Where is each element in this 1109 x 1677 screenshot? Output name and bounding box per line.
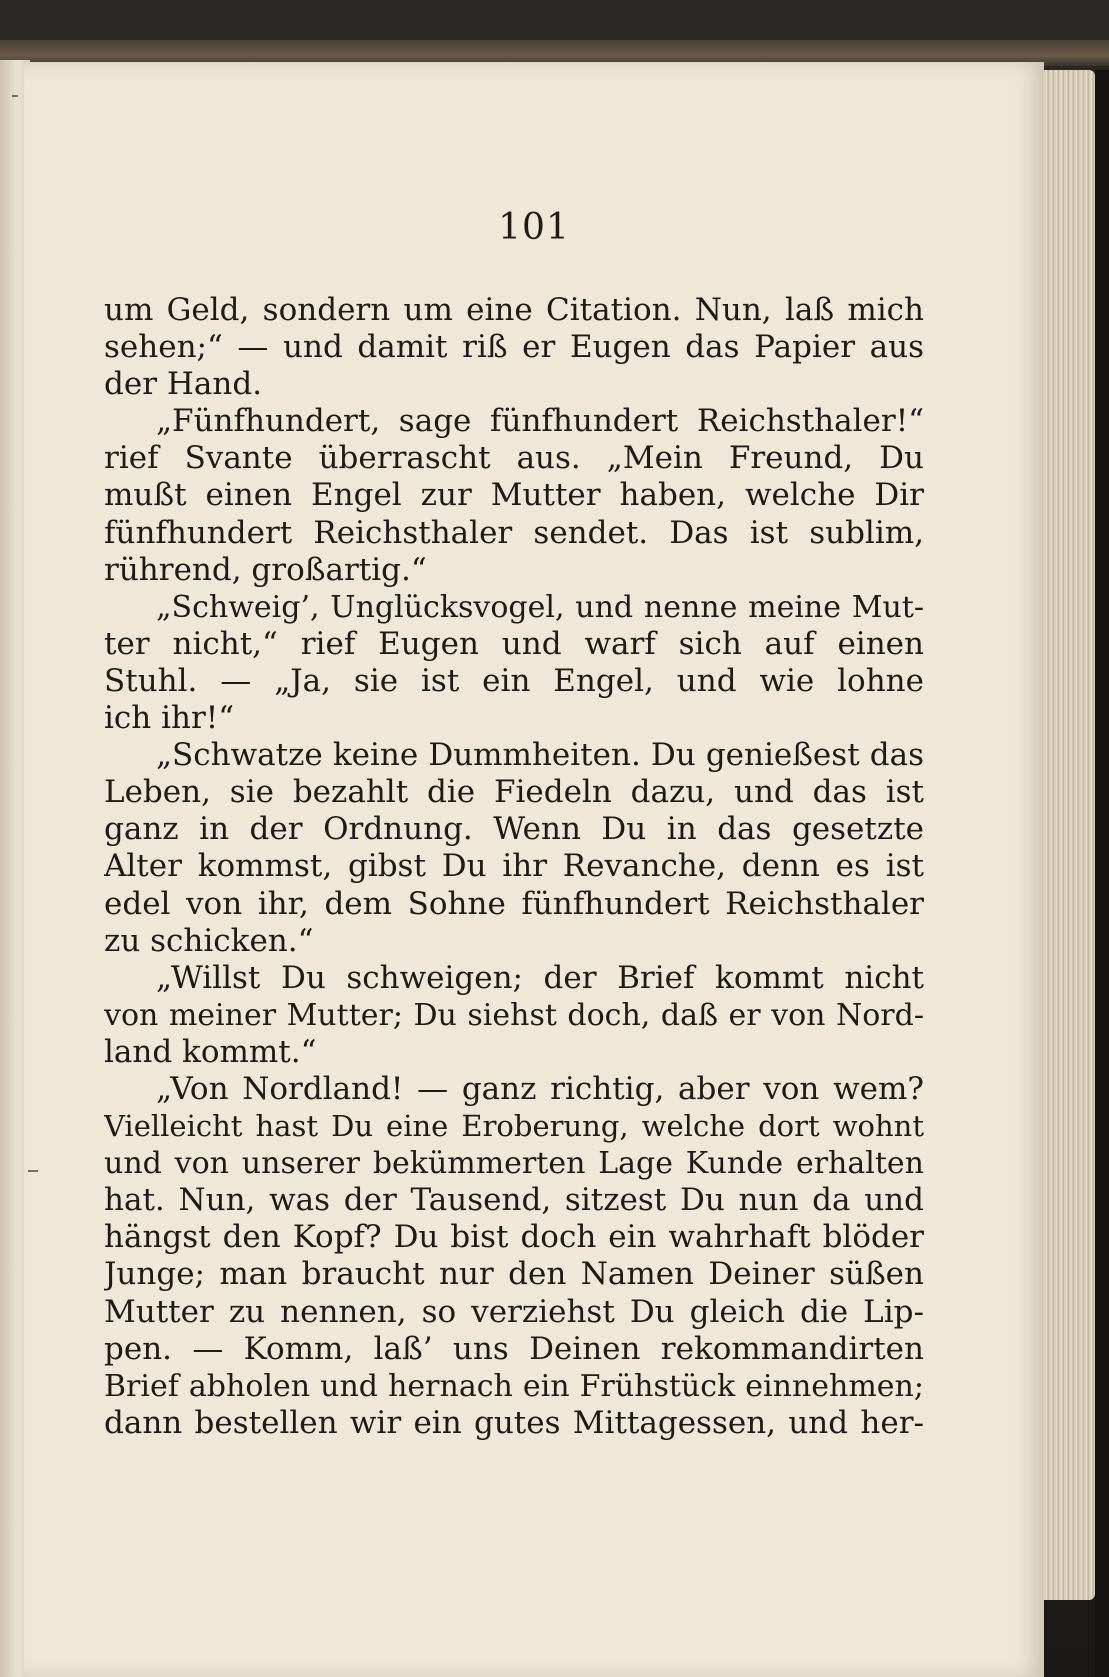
text-line: hat. Nun, was der Tausend, sitzest Du nun da und xyxy=(104,1182,924,1219)
text-line: „Willst Du schweigen; der Brief kommt nicht xyxy=(156,959,924,996)
text-line: edel von ihr, dem Sohne fünfhundert Reichsthaler xyxy=(104,885,924,922)
text-line: rief Svante überrascht aus. „Mein Freund, Du xyxy=(104,440,924,477)
text-line: ich ihr!“ xyxy=(104,700,235,737)
page-block-edges xyxy=(1035,70,1095,1600)
text-line: ganz in der Ordnung. Wenn Du in das gesetzte xyxy=(104,811,924,848)
text-line: „Schweig’, Unglücksvogel, und nenne meine Mut- xyxy=(156,589,924,625)
text-line: mußt einen Engel zur Mutter haben, welche Dir xyxy=(104,477,924,514)
margin-mark xyxy=(28,1170,38,1172)
text-line: Stuhl. — „Ja, sie ist ein Engel, und wie lohne xyxy=(104,662,924,699)
text-line: fünfhundert Reichsthaler sendet. Das ist sublim, xyxy=(104,514,924,551)
text-line: Vielleicht hast Du eine Eroberung, welche dort wohnt xyxy=(104,1109,924,1144)
text-line: der Hand. xyxy=(104,366,263,403)
text-line: um Geld, sondern um eine Citation. Nun, laß mich xyxy=(104,292,924,328)
book-page xyxy=(24,62,1044,1677)
text-line: pen. — Komm, laß’ uns Deinen rekommandirten xyxy=(104,1330,924,1367)
text-line: „Von Nordland! — ganz richtig, aber von wem? xyxy=(156,1070,924,1107)
body-text xyxy=(104,292,924,1442)
text-line: sehen;“ — und damit riß er Eugen das Papier aus xyxy=(104,329,924,366)
text-line: Alter kommst, gibst Du ihr Revanche, denn es ist xyxy=(104,848,924,885)
text-line: rührend, großartig.“ xyxy=(104,551,427,588)
text-line: „Fünfhundert, sage fünfhundert Reichsthaler!“ xyxy=(156,403,924,440)
page-number: 101 xyxy=(498,207,570,248)
right-shadow xyxy=(1095,70,1109,1677)
text-line: zu schicken.“ xyxy=(104,922,314,959)
text-line: Junge; man braucht nur den Namen Deiner süßen xyxy=(104,1256,924,1293)
text-line: ter nicht,“ rief Eugen und warf sich auf einen xyxy=(104,625,924,662)
text-line: land kommt.“ xyxy=(104,1033,317,1070)
text-line: Leben, sie bezahlt die Fiedeln dazu, und das ist xyxy=(104,774,924,811)
text-line: Mutter zu nennen, so verziehst Du gleich die Lip- xyxy=(104,1293,924,1330)
text-line: „Schwatze keine Dummheiten. Du genießest das xyxy=(156,737,924,774)
text-line: Brief abholen und hernach ein Frühstück einnehmen; xyxy=(104,1368,924,1404)
text-line: dann bestellen wir ein gutes Mittagessen, und her- xyxy=(104,1404,924,1441)
margin-mark xyxy=(12,95,18,97)
text-line: und von unserer bekümmerten Lage Kunde erhalten xyxy=(104,1146,924,1182)
text-line: von meiner Mutter; Du siehst doch, daß er von Nord- xyxy=(104,997,924,1033)
text-line: hängst den Kopf? Du bist doch ein wahrhaft blöder xyxy=(104,1219,924,1256)
